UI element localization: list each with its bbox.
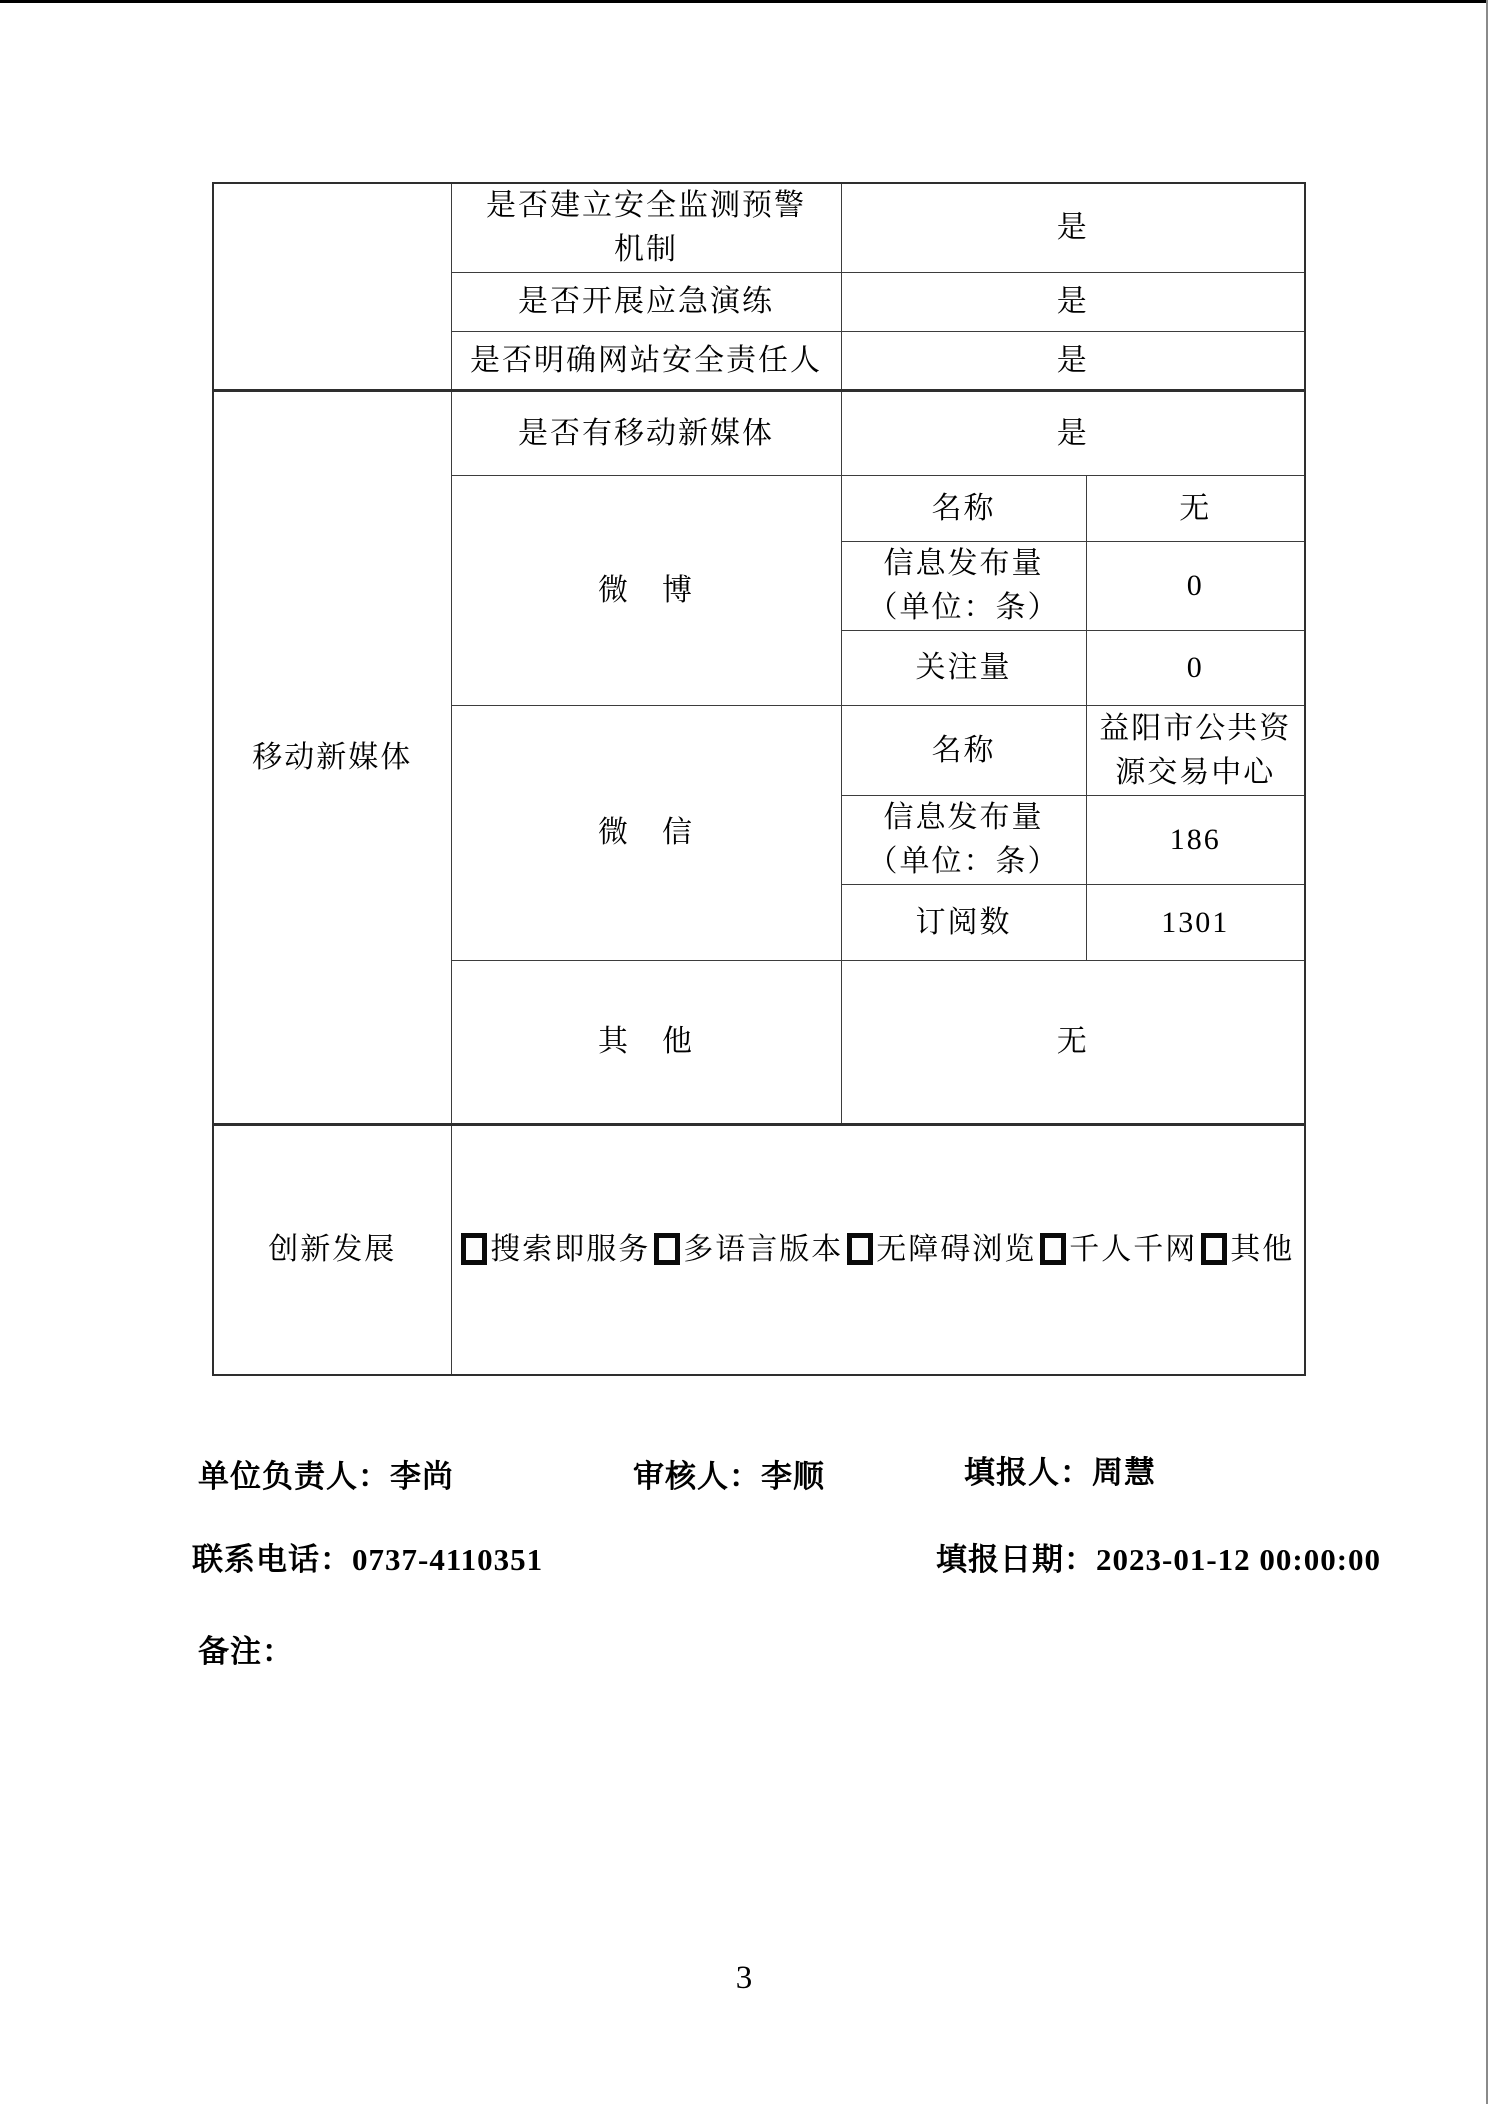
innovation-option-label: 搜索即服务 <box>490 1232 651 1266</box>
table-row <box>213 391 1305 476</box>
wechat-group-cell: 微 信 <box>451 706 841 961</box>
weibo-followers-value: 0 <box>1086 631 1305 706</box>
label-line: （单位：条） <box>867 845 1060 878</box>
annual-report-table <box>212 182 1306 1376</box>
wechat-name-label: 名称 <box>841 706 1086 796</box>
wechat-subscribers-label: 订阅数 <box>841 885 1086 961</box>
weibo-followers-label: 关注量 <box>841 631 1086 706</box>
emergency-drill-label: 是否开展应急演练 <box>451 273 841 332</box>
label-line: 是否建立安全监测预警 <box>486 189 806 222</box>
weibo-group-cell: 微 博 <box>451 476 841 706</box>
innovation-option-label: 千人千网 <box>1069 1232 1198 1266</box>
table-row <box>213 183 1305 273</box>
label-line: 信息发布量 <box>883 801 1044 834</box>
security-responsible-label: 是否明确网站安全责任人 <box>451 332 841 391</box>
label-line: 机制 <box>614 233 678 266</box>
wechat-posts-value: 186 <box>1086 796 1305 885</box>
has-mobile-media-value: 是 <box>841 391 1305 476</box>
security-monitor-label <box>451 183 841 273</box>
innovation-options <box>451 1125 1305 1375</box>
innovation-option-label: 多语言版本 <box>683 1232 844 1266</box>
page-number: 3 <box>735 1960 753 1996</box>
emergency-drill-value: 是 <box>841 273 1305 332</box>
remarks-label: 备注： <box>198 1634 294 1669</box>
table-row <box>213 1125 1305 1375</box>
page-top-edge-line <box>0 0 1488 3</box>
report-date-line: 填报日期：2023-01-12 00:00:00 <box>936 1542 1382 1577</box>
weibo-name-value: 无 <box>1086 476 1305 542</box>
responsible-person-line: 单位负责人：李尚 <box>198 1459 454 1494</box>
innovation-option-label: 其他 <box>1230 1232 1295 1266</box>
weibo-name-label: 名称 <box>841 476 1086 542</box>
label-line: （单位：条） <box>867 591 1060 624</box>
label-line: 信息发布量 <box>883 547 1044 580</box>
group-cell-innovation: 创新发展 <box>213 1125 451 1375</box>
wechat-subscribers-value: 1301 <box>1086 885 1305 961</box>
reviewer-line: 审核人：李顺 <box>633 1459 825 1494</box>
checkbox-icon[interactable] <box>461 1233 487 1265</box>
weibo-posts-label <box>841 542 1086 631</box>
filler-line: 填报人：周慧 <box>964 1455 1156 1490</box>
other-media-value: 无 <box>841 961 1305 1125</box>
checkbox-icon[interactable] <box>654 1233 680 1265</box>
other-media-label: 其 他 <box>451 961 841 1125</box>
checkbox-icon[interactable] <box>847 1233 873 1265</box>
contact-phone-line: 联系电话：0737-4110351 <box>192 1542 544 1577</box>
security-responsible-value: 是 <box>841 332 1305 391</box>
has-mobile-media-label: 是否有移动新媒体 <box>451 391 841 476</box>
group-cell-mobile-media: 移动新媒体 <box>213 391 451 1125</box>
weibo-posts-value: 0 <box>1086 542 1305 631</box>
security-monitor-value: 是 <box>841 183 1305 273</box>
group-cell-empty <box>213 183 451 391</box>
checkbox-icon[interactable] <box>1201 1233 1227 1265</box>
wechat-posts-label <box>841 796 1086 885</box>
wechat-name-value: 益阳市公共资源交易中心 <box>1086 706 1305 796</box>
checkbox-icon[interactable] <box>1040 1233 1066 1265</box>
innovation-option-label: 无障碍浏览 <box>876 1232 1037 1266</box>
